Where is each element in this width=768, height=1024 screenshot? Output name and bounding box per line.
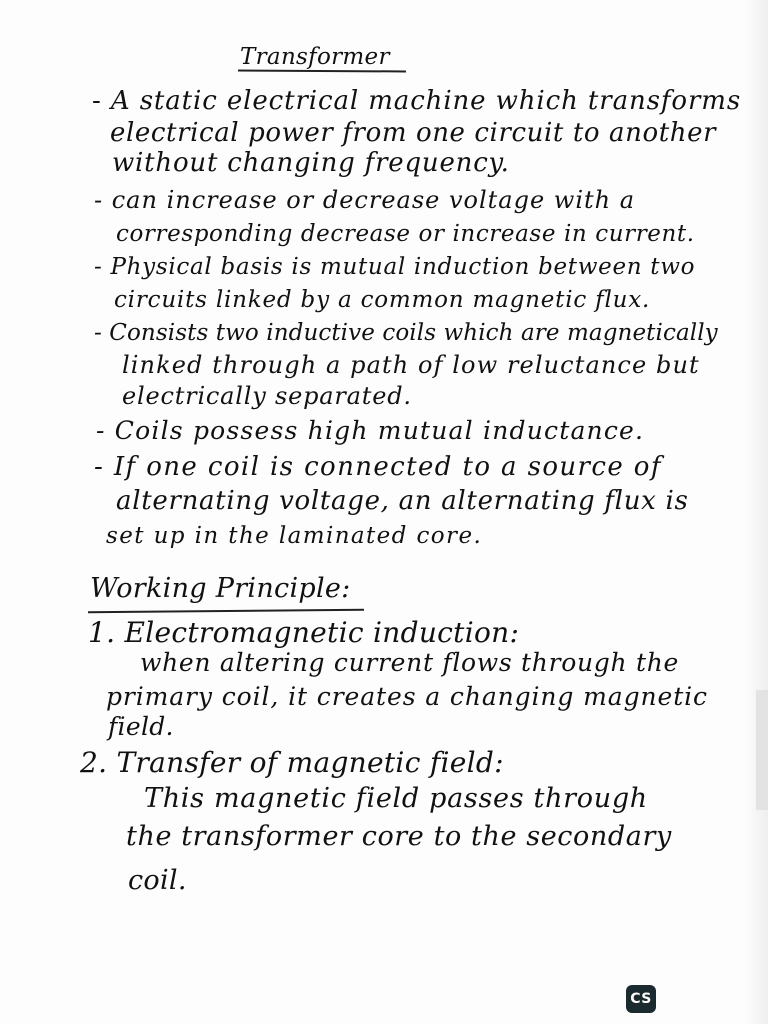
section-heading: Working Principle: [90, 573, 351, 604]
note-line-3: without changing frequency. [112, 148, 510, 178]
note-line-14: set up in the laminated core. [106, 523, 483, 549]
step-1-line-1: when altering current flows through the [140, 648, 679, 677]
page-edge-shading [744, 0, 768, 1024]
camscanner-logo: CS [626, 985, 656, 1013]
note-line-12: - If one coil is connected to a source of [94, 452, 662, 482]
note-line-6: - Physical basis is mutual induction between two [94, 254, 696, 280]
note-line-9: linked through a path of low reluctance but [122, 351, 700, 379]
step-1-line-2: primary coil, it creates a changing magnetic [106, 682, 708, 711]
note-line-8: - Consists two inductive coils which are magnetically [94, 320, 718, 346]
note-line-1: - A static electrical machine which transforms [92, 86, 742, 116]
note-line-7: circuits linked by a common magnetic flux. [114, 287, 651, 313]
step-2-line-1: This magnetic field passes through [144, 783, 648, 814]
step-2-line-3: coil. [128, 865, 187, 896]
step-1-heading: 1. Electromagnetic induction: [88, 616, 520, 649]
note-line-2: electrical power from one circuit to another [110, 118, 717, 148]
step-2-line-2: the transformer core to the secondary [126, 821, 672, 852]
note-line-11: - Coils possess high mutual inductance. [96, 416, 645, 445]
note-line-4: - can increase or decrease voltage with a [94, 186, 636, 214]
page-title: Transformer [240, 44, 390, 70]
section-underline [88, 609, 364, 613]
note-line-5: corresponding decrease or increase in current. [116, 221, 695, 247]
note-line-13: alternating voltage, an alternating flux is [116, 486, 689, 516]
title-underline [238, 70, 406, 73]
note-line-10: electrically separated. [122, 382, 412, 410]
step-2-heading: 2. Transfer of magnetic field: [80, 746, 504, 779]
page-edge-shadow [756, 690, 768, 810]
step-1-line-3: field. [108, 712, 174, 741]
